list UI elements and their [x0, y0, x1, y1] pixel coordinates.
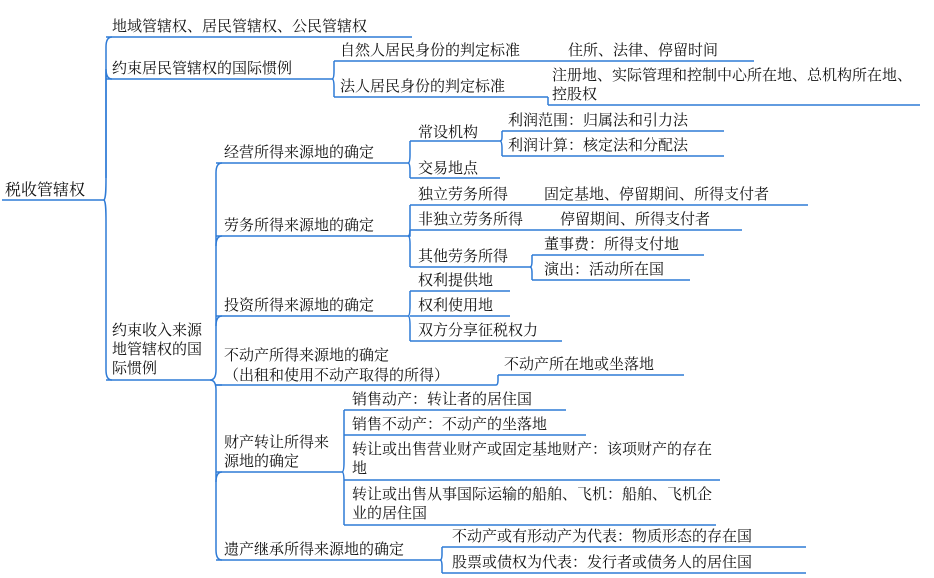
jurisdiction-types-node: 地域管辖权、居民管辖权、公民管辖权	[112, 17, 368, 35]
other-labor-node: 其他劳务所得	[418, 247, 509, 265]
property-transfer-node: 财产转让所得来源地的确定	[224, 433, 330, 470]
investment-item: 双方分享征税权力	[418, 321, 539, 339]
business-income-node: 经营所得来源地的确定	[224, 143, 375, 161]
legal-person-criteria-node: 法人居民身份的判定标准	[340, 77, 506, 95]
realestate-income-node: 不动产所得来源地的确定	[224, 346, 390, 364]
dependent-labor-leaf: 停留期间、所得支付者	[560, 210, 711, 228]
resident-jurisdiction-node: 约束居民管辖权的国际惯例	[112, 59, 293, 77]
property-transfer-item: 转让或出售营业财产或固定基地财产：该项财产的存在地	[352, 440, 713, 477]
source-jurisdiction-node: 约束收入来源地管辖权的国际惯例	[112, 321, 203, 377]
permanent-establishment-node: 常设机构	[418, 123, 479, 141]
investment-income-node: 投资所得来源地的确定	[224, 296, 375, 314]
legal-person-criteria-leaf: 注册地、实际管理和控制中心所在地、总机构所在地、控股权	[552, 66, 913, 103]
profit-scope-leaf: 利润范围：归属法和引力法	[508, 111, 689, 129]
inheritance-income-node: 遗产继承所得来源地的确定	[224, 540, 405, 558]
realestate-location-leaf: 不动产所在地或坐落地	[504, 355, 655, 373]
profit-calculation-leaf: 利润计算：核定法和分配法	[508, 136, 689, 154]
performance-leaf: 演出：活动所在国	[544, 260, 665, 278]
natural-person-criteria-leaf: 住所、法律、停留时间	[568, 41, 719, 59]
independent-labor-leaf: 固定基地、停留期间、所得支付者	[544, 185, 770, 203]
investment-item: 权利提供地	[418, 271, 494, 289]
director-fee-leaf: 董事费：所得支付地	[544, 235, 680, 253]
independent-labor-node: 独立劳务所得	[418, 185, 509, 203]
property-transfer-item: 转让或出售从事国际运输的船舶、飞机：船舶、飞机企业的居住国	[352, 485, 713, 522]
dependent-labor-node: 非独立劳务所得	[418, 210, 524, 228]
realestate-income-note: （出租和使用不动产取得的所得）	[224, 366, 450, 384]
investment-item: 权利使用地	[418, 296, 494, 314]
trade-place-leaf: 交易地点	[418, 159, 479, 177]
property-transfer-item: 销售不动产：不动产的坐落地	[352, 415, 548, 433]
property-transfer-item: 销售动产：转让者的居住国	[352, 390, 533, 408]
natural-person-criteria-node: 自然人居民身份的判定标准	[340, 41, 521, 59]
inheritance-item: 股票或债权为代表：发行者或债务人的居住国	[452, 553, 753, 571]
inheritance-item: 不动产或有形动产为代表：物质形态的存在国	[452, 527, 753, 545]
root-node: 税收管辖权	[5, 180, 86, 199]
labor-income-node: 劳务所得来源地的确定	[224, 216, 375, 234]
